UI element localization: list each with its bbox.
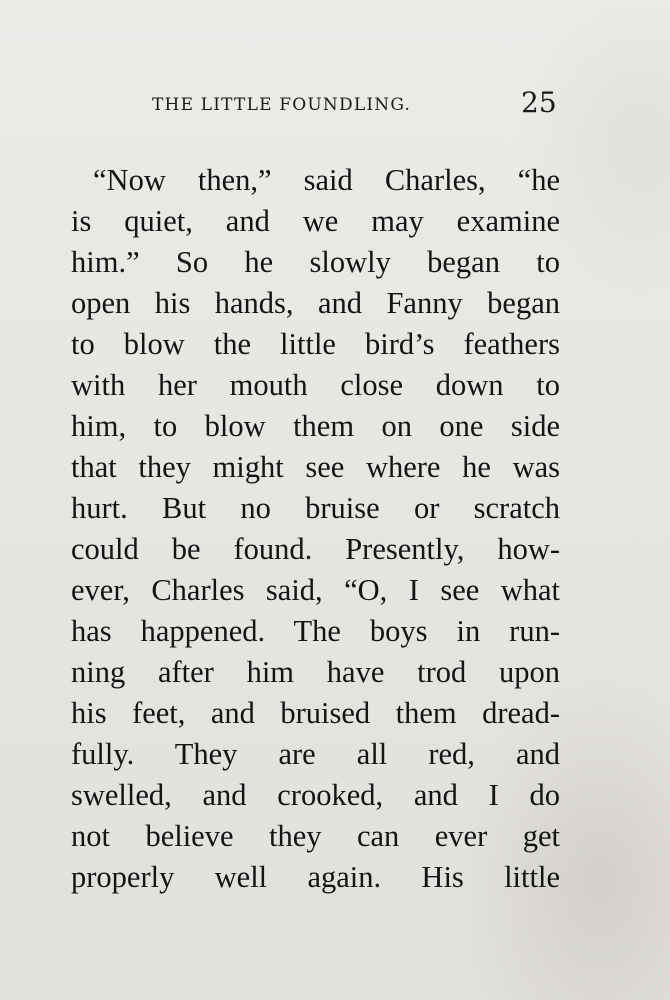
text-line: ning after him have trod upon <box>71 655 560 689</box>
text-line: ever, Charles said, “O, I see what <box>71 573 560 607</box>
running-title: THE LITTLE FOUNDLING. <box>152 95 412 115</box>
body-text <box>71 160 560 898</box>
text-line: fully. They are all red, and <box>71 737 560 771</box>
text-line: to blow the little bird’s feathers <box>71 327 560 361</box>
text-line: could be found. Presently, how- <box>71 532 560 566</box>
text-line: has happened. The boys in run- <box>71 614 560 648</box>
text-line: not believe they can ever get <box>71 819 560 853</box>
text-line: hurt. But no bruise or scratch <box>71 491 560 525</box>
text-line: that they might see where he was <box>71 450 560 484</box>
text-line: is quiet, and we may examine <box>71 204 560 238</box>
text-line: properly well again. His little <box>71 860 560 894</box>
text-line: swelled, and crooked, and I do <box>71 778 560 812</box>
text-line: open his hands, and Fanny began <box>71 286 560 320</box>
text-line: his feet, and bruised them dread- <box>71 696 560 730</box>
text-line: him, to blow them on one side <box>71 409 560 443</box>
text-line: with her mouth close down to <box>71 368 560 402</box>
running-head <box>0 86 670 126</box>
text-line: him.” So he slowly began to <box>71 245 560 279</box>
page-number: 25 <box>521 86 557 119</box>
text-line: “Now then,” said Charles, “he <box>93 163 560 197</box>
